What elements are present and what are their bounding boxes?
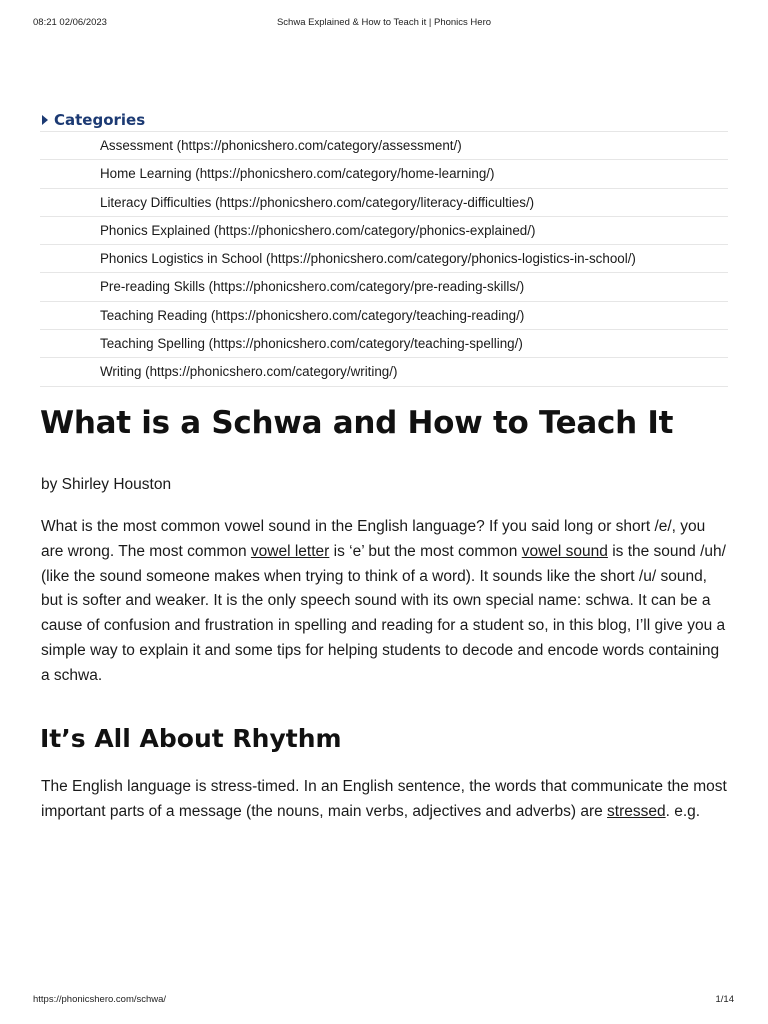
category-link-phonics-explained[interactable]: Phonics Explained (https://phonicshero.com/category/phonics-explained/) <box>40 217 728 245</box>
categories-section <box>40 109 728 387</box>
article-title: What is a Schwa and How to Teach It <box>40 405 674 441</box>
print-document-title: Schwa Explained & How to Teach it | Phonics Hero <box>276 17 492 28</box>
intro-text-1: What is the most common vowel sound in the English language? If you said long or short /e/, you are wrong. The most common <box>41 518 706 560</box>
category-link-pre-reading-skills[interactable]: Pre-reading Skills (https://phonicshero.com/category/pre-reading-skills/) <box>40 273 728 301</box>
categories-toggle[interactable] <box>40 109 728 132</box>
intro-paragraph <box>41 515 731 689</box>
print-page-url: https://phonicshero.com/schwa/ <box>33 994 167 1005</box>
category-link-teaching-reading[interactable]: Teaching Reading (https://phonicshero.com/category/teaching-reading/) <box>40 302 728 330</box>
print-timestamp: 08:21 02/06/2023 <box>33 17 107 28</box>
section-heading-rhythm: It’s All About Rhythm <box>40 724 342 753</box>
stressed-link[interactable]: stressed <box>607 802 666 820</box>
print-header <box>0 17 768 31</box>
print-footer <box>0 994 768 1008</box>
category-link-literacy-difficulties[interactable]: Literacy Difficulties (https://phonicshero.com/category/literacy-difficulties/) <box>40 189 728 217</box>
category-link-home-learning[interactable]: Home Learning (https://phonicshero.com/category/home-learning/) <box>40 160 728 188</box>
categories-list <box>40 132 728 387</box>
category-link-teaching-spelling[interactable]: Teaching Spelling (https://phonicshero.com/category/teaching-spelling/) <box>40 330 728 358</box>
vowel-letter-link[interactable]: vowel letter <box>250 542 330 560</box>
caret-right-icon <box>42 115 48 125</box>
category-link-writing[interactable]: Writing (https://phonicshero.com/category/writing/) <box>40 358 728 386</box>
rhythm-paragraph <box>41 775 731 825</box>
intro-text-2: is ‘e’ but the most common <box>329 542 522 560</box>
rhythm-text-2: . e.g. <box>665 802 701 820</box>
article-byline: by Shirley Houston <box>41 476 172 493</box>
categories-title: Categories <box>54 111 146 129</box>
category-link-phonics-logistics[interactable]: Phonics Logistics in School (https://phonicshero.com/category/phonics-logistics-in-school/) <box>40 245 728 273</box>
print-page-number: 1/14 <box>715 994 734 1005</box>
rhythm-text-1: The English language is stress-timed. In an English sentence, the words that communicate the most important parts of a message (the nouns, main verbs, adjectives and adverbs) are <box>41 778 727 820</box>
category-link-assessment[interactable]: Assessment (https://phonicshero.com/category/assessment/) <box>40 132 728 160</box>
vowel-sound-link[interactable]: vowel sound <box>521 542 608 560</box>
intro-text-3: is the sound /uh/ (like the sound someone makes when trying to think of a word). It sounds like the short /u/ sound, but is softer and weaker. It is the only speech sound with its own special name: schwa. It can be a cause of confusion and frustration in spelling and reading for a student so, in this blog, I’ll give you a simple way to explain it and some tips for helping students to decode and encode words containing a schwa. <box>41 542 726 684</box>
